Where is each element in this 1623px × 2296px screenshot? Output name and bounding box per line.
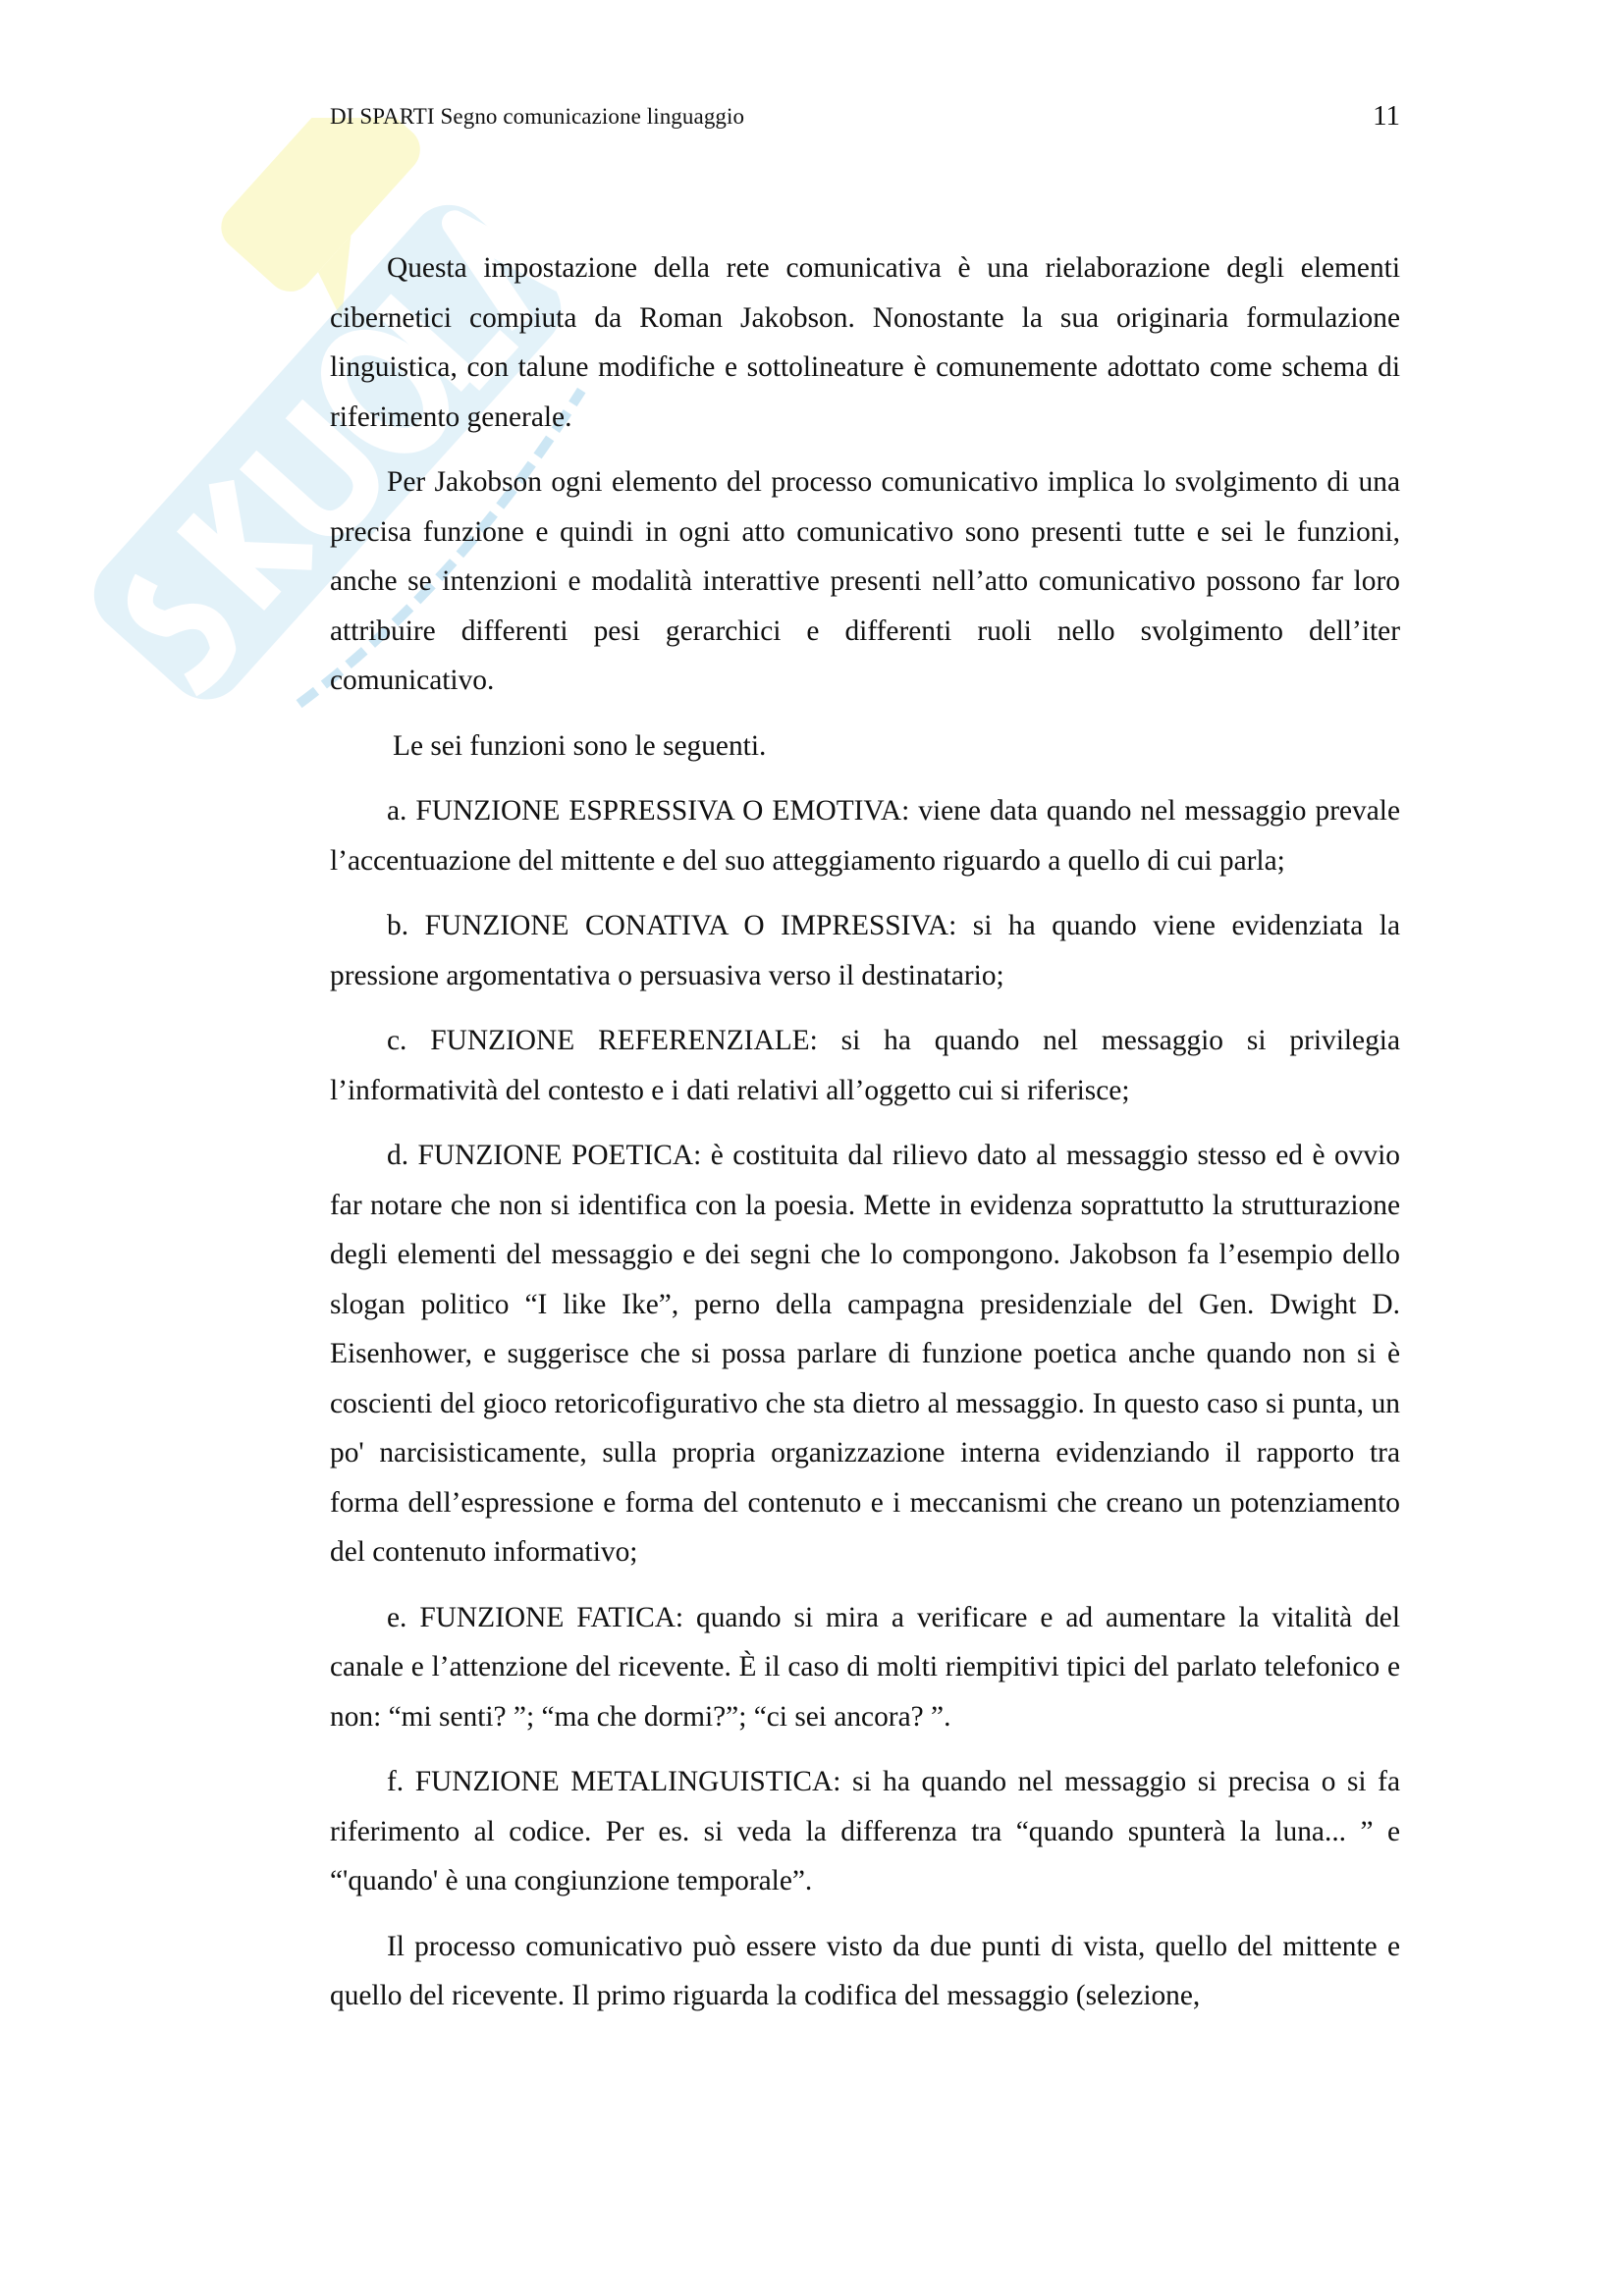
page-header (330, 98, 1400, 141)
list-item-conativa: b. FUNZIONE CONATIVA O IMPRESSIVA: si ha quando viene evidenziata la pressione argomentativa o persuasiva verso il destinatario; (330, 910, 1400, 991)
paragraph-processo: Il processo comunicativo può essere visto da due punti di vista, quello del mittente e quello del ricevente. Il primo riguarda la codifica del messaggio (selezione, (330, 1930, 1400, 2011)
list-item-emotiva: a. FUNZIONE ESPRESSIVA O EMOTIVA: viene data quando nel messaggio prevale l’accentuazione del mittente e del suo atteggiamento riguardo a quello di cui parla; (330, 795, 1400, 877)
paragraph-jakobson: Per Jakobson ogni elemento del processo comunicativo implica lo svolgimento di una precisa funzione e quindi in ogni atto comunicativo sono presenti tutte e sei le funzioni, anche se intenzioni e modalità interattive presenti nell’atto comunicativo possono far loro attribuire differenti pesi gerarchici e differenti ruoli nello svolgimento dell’iter comunicativo. (330, 466, 1400, 696)
list-item-metalinguistica: f. FUNZIONE METALINGUISTICA: si ha quando nel messaggio si precisa o si fa riferimento al codice. Per es. si veda la differenza tra “quando spunterà la luna... ” e “'quando' è una congiunzione temporale”. (330, 1766, 1400, 1896)
list-item-fatica: e. FUNZIONE FATICA: quando si mira a verificare e ad aumentare la vitalità del canale e l’attenzione del ricevente. È il caso di molti riempitivi tipici del parlato telefonico e non: “mi senti? ”; “ma che dormi?”; “ci sei ancora? ”. (330, 1601, 1400, 1733)
page-number: 11 (1373, 100, 1400, 132)
running-head: DI SPARTI Segno comunicazione linguaggio (330, 104, 745, 129)
paragraph-list-lead: Le sei funzioni sono le seguenti. (393, 729, 767, 762)
paragraph-intro: Questa impostazione della rete comunicativa è una rielaborazione degli elementi cibernetici compiuta da Roman Jakobson. Nonostante la sua originaria formulazione linguistica, con talune modifiche e sottolineature è comunemente adottato come schema di riferimento generale. (330, 252, 1400, 433)
list-item-referenziale: c. FUNZIONE REFERENZIALE: si ha quando nel messaggio si privilegia l’informatività del contesto e i dati relativi all’oggetto cui si riferisce; (330, 1025, 1400, 1106)
list-item-poetica: d. FUNZIONE POETICA: è costituita dal rilievo dato al messaggio stesso ed è ovvio far notare che non si identifica con la poesia. Mette in evidenza soprattutto la strutturazione degli elementi del messaggio e dei segni che lo compongono. Jakobson fa l’esempio dello slogan politico “I like Ike”, perno della campagna presidenziale del Gen. Dwight D. Eisenhower, e suggerisce che si possa parlare di funzione poetica anche quando non si è coscienti del gioco retoricofigurativo che sta dietro al messaggio. In questo caso si punta, un po' narcisisticamente, sulla propria organizzazione interna evidenziando il rapporto tra forma dell’espressione e forma del contenuto e i meccanismi che creano un potenziamento del contenuto informativo; (330, 1140, 1400, 1568)
body-text (330, 243, 1400, 2037)
